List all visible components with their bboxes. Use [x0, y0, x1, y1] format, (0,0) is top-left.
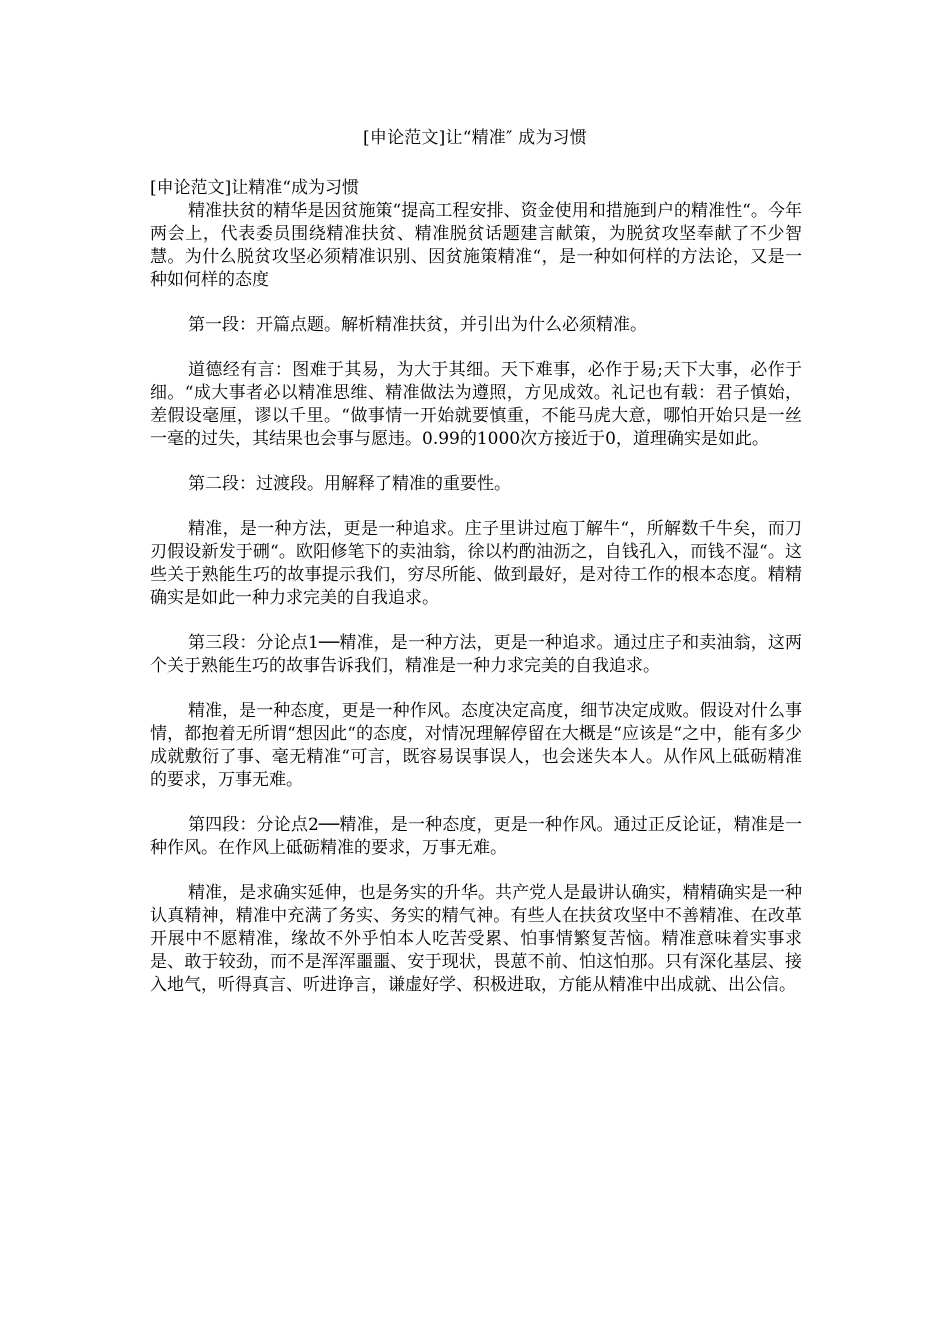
paragraph-pragmatism: 精准，是求确实延伸，也是务实的升华。共产党人是最讲认确实，精精确实是一种认真精神，精准中充满了务实、务实的精气神。有些人在扶贫攻坚中不善精准、在改革开展中不愿精准，缘故不外乎怕本人吃苦受累、怕事情繁复苦恼。精准意味着实事求是、敢于较劲，而不是浑浑噩噩、安于现状，畏葸不前、怕这怕那。只有深化基层、接入地气，听得真言、听进诤言，谦虚好学、积极进取，方能从精准中出成就、出公信。: [150, 883, 802, 995]
paragraph-daodejing: 道德经有言：图难于其易，为大于其细。天下难事，必作于易;天下大事，必作于细。“成大事者必以精准思维、精准做法为遵照，方见成效。礼记也有载：君子慎始，差假设毫厘，谬以千里。“做事情一开始就要慎重，不能马虎大意，哪怕开始只是一丝一毫的过失，其结果也会事与愿违。0.99的1000次方接近于0，道理确实是如此。: [150, 360, 802, 449]
paragraph-note-2: 第二段：过渡段。用解释了精准的重要性。: [188, 474, 511, 494]
paragraph-method: 精准，是一种方法，更是一种追求。庄子里讲过庖丁解牛“，所解数千牛矣，而刀刃假设新发于硎“。欧阳修笔下的卖油翁，徐以杓酌油沥之，自钱孔入，而钱不湿“。这些关于熟能生巧的故事提示我们，穷尽所能、做到最好，是对待工作的根本态度。精精确实是如此一种力求完美的自我追求。: [150, 519, 802, 608]
paragraph-note-1: 第一段：开篇点题。解析精准扶贫，并引出为什么必须精准。: [188, 315, 647, 335]
paragraph-note-4: 第四段：分论点2──精准，是一种态度，更是一种作风。通过正反论证，精准是一种作风。在作风上砥砺精准的要求，万事无难。: [150, 815, 802, 858]
document-title: [申论范文]让“精准″ 成为习惯: [363, 128, 587, 148]
paragraph-intro: 精准扶贫的精华是因贫施策“提高工程安排、资金使用和措施到户的精准性“。今年两会上，代表委员围绕精准扶贫、精准脱贫话题建言献策，为脱贫攻坚奉献了不少智慧。为什么脱贫攻坚必须精准识别、因贫施策精准“，是一种如何样的方法论，又是一种如何样的态度: [150, 201, 802, 290]
document-subtitle: [申论范文]让精准“成为习惯: [150, 178, 359, 198]
paragraph-note-3: 第三段：分论点1──精准，是一种方法，更是一种追求。通过庄子和卖油翁，这两个关于熟能生巧的故事告诉我们，精准是一种力求完美的自我追求。: [150, 633, 802, 676]
paragraph-attitude: 精准，是一种态度，更是一种作风。态度决定高度，细节决定成败。假设对什么事情，都抱着无所谓“想因此“的态度，对情况理解停留在大概是“应该是“之中，能有多少成就敷衍了事、毫无精准“可言，既容易误事误人，也会迷失本人。从作风上砥砺精准的要求，万事无难。: [150, 701, 802, 790]
document-body: [150, 177, 802, 1019]
